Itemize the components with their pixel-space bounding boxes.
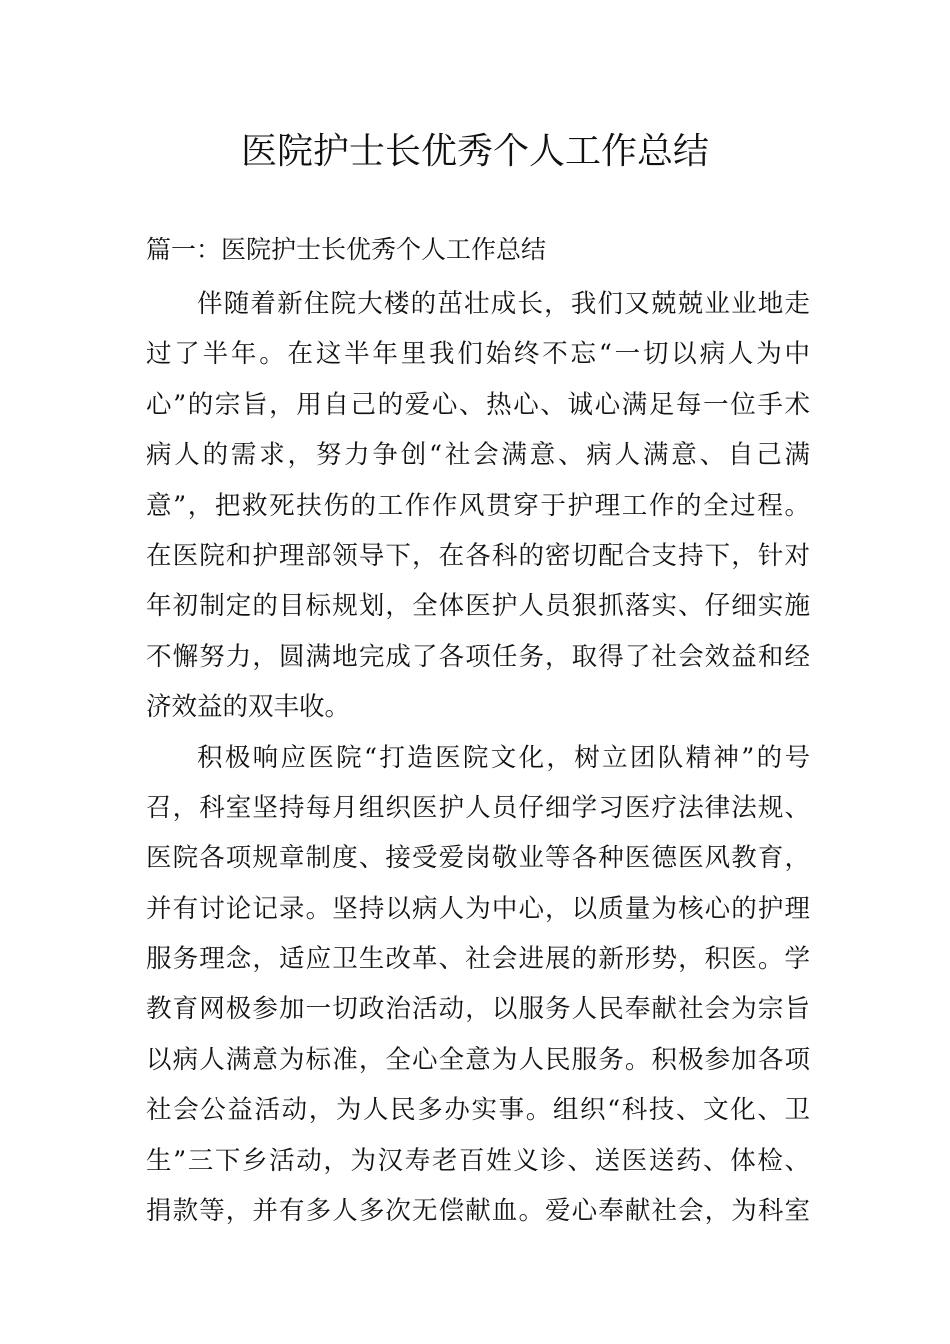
text-line: 教育网极参加一切政治活动，以服务人民奉献社会为宗旨 — [146, 994, 810, 1025]
text-line: 意”，把救死扶伤的工作作风贯穿于护理工作的全过程。 — [146, 490, 810, 521]
text-line: 年初制定的目标规划，全体医护人员狠抓落实、仔细实施 — [146, 591, 810, 622]
text-line: 伴随着新住院大楼的茁壮成长，我们又兢兢业业地走 — [197, 289, 810, 319]
text-line: 病人的需求，努力争创“社会满意、病人满意、自己满 — [146, 440, 810, 471]
text-line: 生”三下乡活动，为汉寿老百姓义诊、送医送药、体检、 — [146, 1145, 810, 1176]
document-body — [146, 279, 810, 1236]
section-heading: 篇一：医院护士长优秀个人工作总结 — [146, 235, 547, 264]
text-line: 心”的宗旨，用自己的爱心、热心、诚心满足每一位手术 — [146, 389, 810, 420]
paragraph-2 — [146, 733, 810, 1237]
text-line: 医院各项规章制度、接受爱岗敬业等各种医德医风教育， — [146, 843, 810, 874]
document-title: 医院护士长优秀个人工作总结 — [240, 131, 709, 172]
text-line: 济效益的双丰收。 — [146, 692, 351, 723]
text-line: 以病人满意为标准，全心全意为人民服务。积极参加各项 — [146, 1044, 810, 1075]
text-line: 在医院和护理部领导下，在各科的密切配合支持下，针对 — [146, 540, 810, 571]
text-line: 召，科室坚持每月组织医护人员仔细学习医疗法律法规、 — [146, 792, 810, 823]
paragraph-1 — [146, 279, 810, 733]
text-line: 捐款等，并有多人多次无偿献血。爱心奉献社会，为科室 — [146, 1196, 810, 1227]
text-line: 并有讨论记录。坚持以病人为中心，以质量为核心的护理 — [146, 893, 810, 924]
text-line: 不懈努力，圆满地完成了各项任务，取得了社会效益和经 — [146, 641, 810, 672]
text-line: 过了半年。在这半年里我们始终不忘“一切以病人为中 — [146, 339, 810, 370]
text-line: 积极响应医院“打造医院文化，树立团队精神”的号 — [197, 742, 810, 773]
text-line: 社会公益活动，为人民多办实事。组织“科技、文化、卫 — [146, 1095, 810, 1126]
text-line: 服务理念，适应卫生改革、社会进展的新形势，积医。学 — [146, 944, 810, 975]
